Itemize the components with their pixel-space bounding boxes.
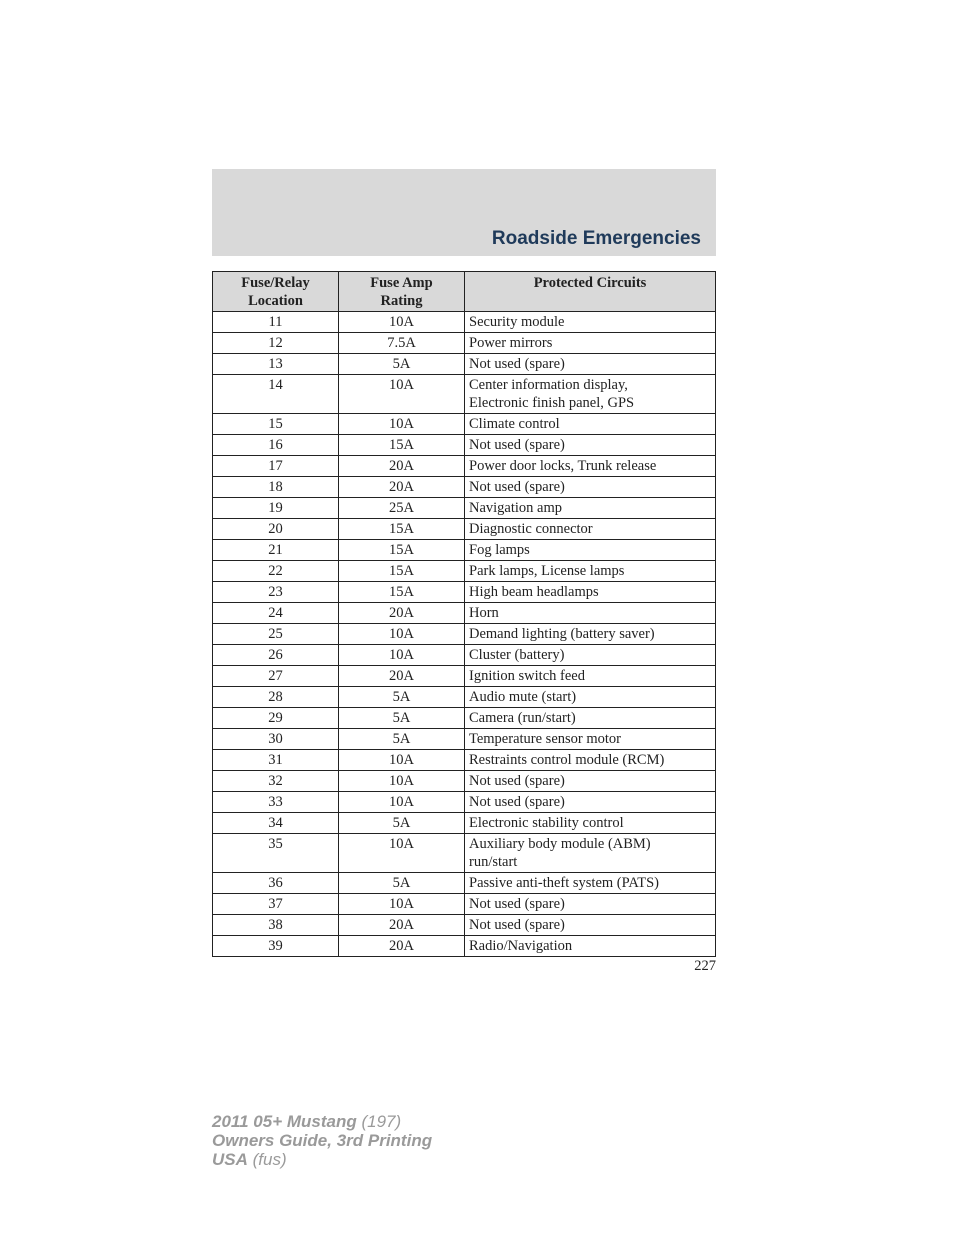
circuit-line: Horn [469,605,499,621]
circuit-cell [465,915,716,936]
location-cell: 15 [213,414,339,435]
location-cell: 29 [213,708,339,729]
location-cell: 34 [213,813,339,834]
table-row [213,498,716,519]
circuit-cell [465,771,716,792]
table-row [213,354,716,375]
table-row [213,894,716,915]
table-row [213,435,716,456]
table-row [213,414,716,435]
rating-cell: 10A [339,624,465,645]
rating-cell: 15A [339,435,465,456]
footer-line-3: USA (fus) [212,1150,287,1169]
rating-cell: 20A [339,915,465,936]
header-circuits: Protected Circuits [465,272,716,312]
table-row [213,936,716,957]
circuit-cell [465,519,716,540]
circuit-line: Diagnostic connector [469,521,593,537]
page-number: 227 [694,958,716,974]
circuit-cell [465,792,716,813]
rating-cell: 7.5A [339,333,465,354]
circuit-line: Cluster (battery) [469,647,565,663]
location-cell: 28 [213,687,339,708]
circuit-line: run/start [469,854,518,870]
location-cell: 25 [213,624,339,645]
circuit-cell [465,414,716,435]
circuit-cell [465,375,716,414]
circuit-line: Not used (spare) [469,917,565,933]
table-row [213,603,716,624]
circuit-line: Demand lighting (battery saver) [469,626,655,642]
circuit-cell [465,624,716,645]
location-cell: 18 [213,477,339,498]
table-row [213,666,716,687]
table-row [213,645,716,666]
circuit-cell [465,603,716,624]
rating-cell: 10A [339,792,465,813]
fuse-table [212,271,716,957]
location-cell: 13 [213,354,339,375]
table-row [213,456,716,477]
location-cell: 30 [213,729,339,750]
circuit-cell [465,435,716,456]
circuit-line: Not used (spare) [469,356,565,372]
circuit-line: Passive anti-theft system (PATS) [469,875,659,891]
table-row [213,477,716,498]
rating-cell: 15A [339,519,465,540]
circuit-line: Center information display, [469,377,628,393]
circuit-cell [465,333,716,354]
circuit-line: Ignition switch feed [469,668,585,684]
circuit-cell [465,582,716,603]
table-row [213,834,716,873]
rating-cell: 10A [339,750,465,771]
rating-cell: 5A [339,813,465,834]
circuit-cell [465,354,716,375]
rating-cell: 10A [339,645,465,666]
location-cell: 35 [213,834,339,873]
circuit-line: Not used (spare) [469,437,565,453]
circuit-cell [465,645,716,666]
rating-cell: 20A [339,603,465,624]
location-cell: 32 [213,771,339,792]
table-row [213,792,716,813]
table-row [213,582,716,603]
table-row [213,915,716,936]
circuit-line: Audio mute (start) [469,689,577,705]
circuit-line: Camera (run/start) [469,710,576,726]
circuit-line: Electronic finish panel, GPS [469,395,635,411]
location-cell: 37 [213,894,339,915]
circuit-cell [465,456,716,477]
table-row [213,729,716,750]
location-cell: 14 [213,375,339,414]
footer-imprint [212,1112,432,1169]
table-row [213,813,716,834]
circuit-cell [465,666,716,687]
circuit-line: Electronic stability control [469,815,624,831]
header-location: Fuse/Relay Location [213,272,339,312]
rating-cell: 10A [339,894,465,915]
location-cell: 33 [213,792,339,813]
table-row [213,312,716,333]
rating-cell: 20A [339,936,465,957]
circuit-line: Restraints control module (RCM) [469,752,665,768]
circuit-line: Radio/Navigation [469,938,573,954]
rating-cell: 20A [339,477,465,498]
circuit-line: Not used (spare) [469,794,565,810]
rating-cell: 5A [339,687,465,708]
footer-line-2: Owners Guide, 3rd Printing [212,1131,433,1150]
table-header-row [213,272,716,312]
circuit-cell [465,498,716,519]
circuit-line: Security module [469,314,565,330]
location-cell: 20 [213,519,339,540]
circuit-cell [465,561,716,582]
table-row [213,750,716,771]
location-cell: 16 [213,435,339,456]
table-row [213,708,716,729]
rating-cell: 5A [339,873,465,894]
location-cell: 19 [213,498,339,519]
circuit-cell [465,708,716,729]
rating-cell: 15A [339,582,465,603]
table-row [213,771,716,792]
circuit-line: Not used (spare) [469,773,565,789]
circuit-line: Temperature sensor motor [469,731,621,747]
location-cell: 26 [213,645,339,666]
circuit-cell [465,540,716,561]
rating-cell: 10A [339,312,465,333]
circuit-cell [465,477,716,498]
table-row [213,687,716,708]
location-cell: 21 [213,540,339,561]
rating-cell: 10A [339,414,465,435]
rating-cell: 5A [339,354,465,375]
location-cell: 27 [213,666,339,687]
circuit-line: High beam headlamps [469,584,599,600]
rating-cell: 5A [339,708,465,729]
location-cell: 23 [213,582,339,603]
rating-cell: 20A [339,456,465,477]
table-row [213,333,716,354]
circuit-cell [465,750,716,771]
circuit-cell [465,834,716,873]
circuit-cell [465,873,716,894]
table-row [213,375,716,414]
location-cell: 31 [213,750,339,771]
location-cell: 22 [213,561,339,582]
table-row [213,540,716,561]
section-header-band [212,169,716,256]
rating-cell: 10A [339,834,465,873]
location-cell: 36 [213,873,339,894]
table-row [213,873,716,894]
circuit-line: Not used (spare) [469,479,565,495]
rating-cell: 20A [339,666,465,687]
table-row [213,624,716,645]
circuit-line: Park lamps, License lamps [469,563,625,579]
rating-cell: 15A [339,561,465,582]
circuit-line: Fog lamps [469,542,530,558]
table-row [213,561,716,582]
circuit-cell [465,894,716,915]
circuit-cell [465,813,716,834]
rating-cell: 10A [339,375,465,414]
circuit-line: Navigation amp [469,500,563,516]
circuit-line: Not used (spare) [469,896,565,912]
location-cell: 38 [213,915,339,936]
location-cell: 39 [213,936,339,957]
section-title: Roadside Emergencies [491,228,701,249]
circuit-cell [465,729,716,750]
location-cell: 17 [213,456,339,477]
rating-cell: 15A [339,540,465,561]
footer-line-1: 2011 05+ Mustang (197) [212,1112,402,1131]
circuit-line: Auxiliary body module (ABM) [469,836,651,852]
circuit-line: Power door locks, Trunk release [469,458,657,474]
rating-cell: 5A [339,729,465,750]
rating-cell: 25A [339,498,465,519]
circuit-line: Power mirrors [469,335,553,351]
location-cell: 12 [213,333,339,354]
circuit-cell [465,936,716,957]
header-rating: Fuse Amp Rating [339,272,465,312]
table-row [213,519,716,540]
circuit-cell [465,312,716,333]
circuit-line: Climate control [469,416,560,432]
location-cell: 11 [213,312,339,333]
rating-cell: 10A [339,771,465,792]
location-cell: 24 [213,603,339,624]
circuit-cell [465,687,716,708]
